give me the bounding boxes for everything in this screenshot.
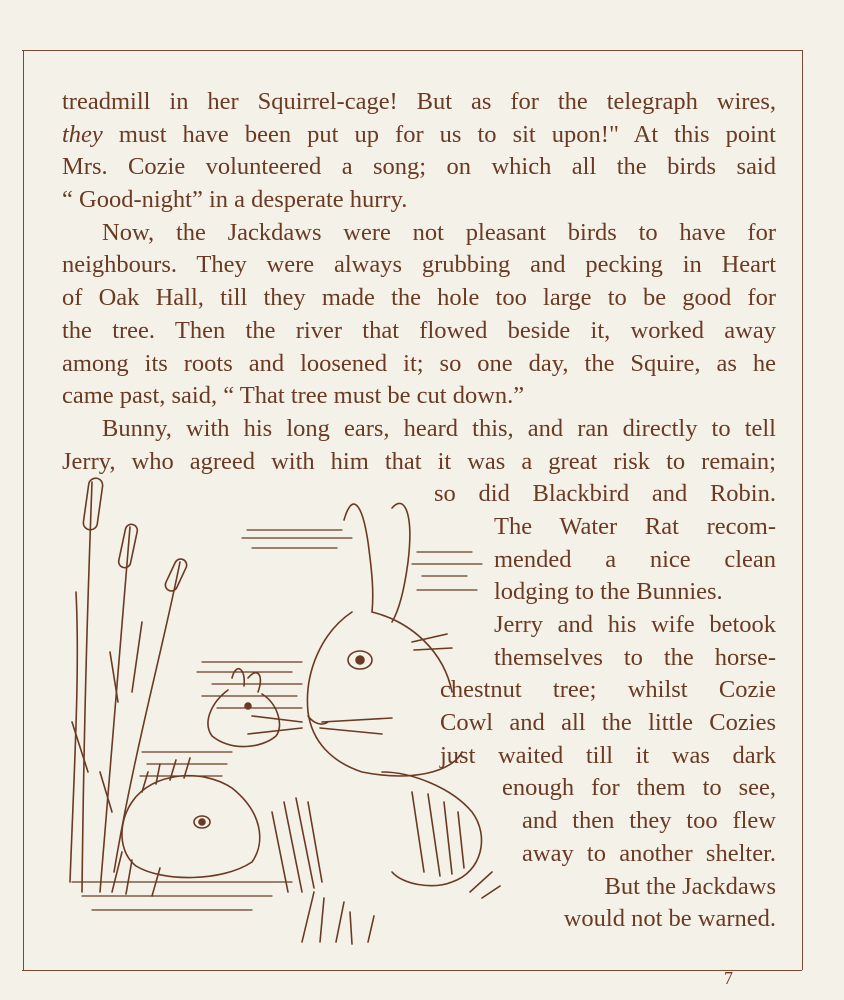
bulrush-reeds (70, 477, 189, 892)
text-line: Jerry and his wife betook (494, 611, 776, 638)
text-line: mended a nice clean (494, 545, 776, 573)
crouching-rabbit (122, 758, 322, 892)
text-line: away to another shelter. (522, 839, 776, 867)
text-line: just waited till it was dark (440, 741, 776, 769)
text-line: treadmill in her Squirrel-cage! But as for the telegraph wires, (62, 88, 776, 115)
foreground-grass (112, 852, 374, 944)
text-line: enough for them to see, (502, 774, 776, 802)
frame-right-rule (802, 50, 803, 970)
text-line (62, 119, 776, 152)
text-line: Bunny, with his long ears, heard this, and ran directly to tell (102, 414, 776, 442)
italic-word: they (62, 120, 103, 148)
text-line: the tree. Then the river that flowed beside it, worked away (62, 316, 776, 344)
text-line: so did Blackbird and Robin. (434, 480, 776, 508)
large-rabbit (248, 503, 462, 776)
text-line: lodging to the Bunnies. (494, 578, 723, 606)
text-line: among its roots and loosened it; so one day, the Squire, as he (62, 349, 776, 377)
frame-top-rule (22, 50, 802, 51)
rabbits-bulrushes-illustration (52, 472, 522, 952)
frame-bottom-rule (22, 970, 802, 971)
text-line: and then they too flew (522, 807, 776, 835)
text-line: came past, said, “ That tree must be cut down.” (62, 382, 525, 410)
frame-left-rule (23, 50, 24, 970)
text-line: of Oak Hall, till they made the hole too large to be good for (62, 284, 776, 312)
text-line: chestnut tree; whilst Cozie (440, 676, 776, 704)
text-line: Jerry, who agreed with him that it was a great risk to remain; (62, 447, 776, 475)
rabbit-hindquarters (382, 772, 500, 898)
page-number: 7 (724, 968, 733, 988)
text-line: The Water Rat recom- (494, 512, 776, 540)
text-line: Now, the Jackdaws were not pleasant birds to have for (102, 218, 776, 246)
text-line: neighbours. They were always grubbing and pecking in Heart (62, 251, 776, 279)
text-line-rest: must have been put up for us to sit upon!" At this point (118, 120, 776, 148)
text-line: themselves to the horse- (494, 643, 776, 671)
text-line: would not be warned. (563, 905, 776, 933)
text-line: Mrs. Cozie volunteered a song; on which all the birds said (62, 153, 776, 181)
text-line: “ Good-night” in a desperate hurry. (62, 186, 408, 214)
text-line: But the Jackdaws (604, 872, 776, 900)
text-line: Cowl and all the little Cozies (440, 709, 776, 737)
